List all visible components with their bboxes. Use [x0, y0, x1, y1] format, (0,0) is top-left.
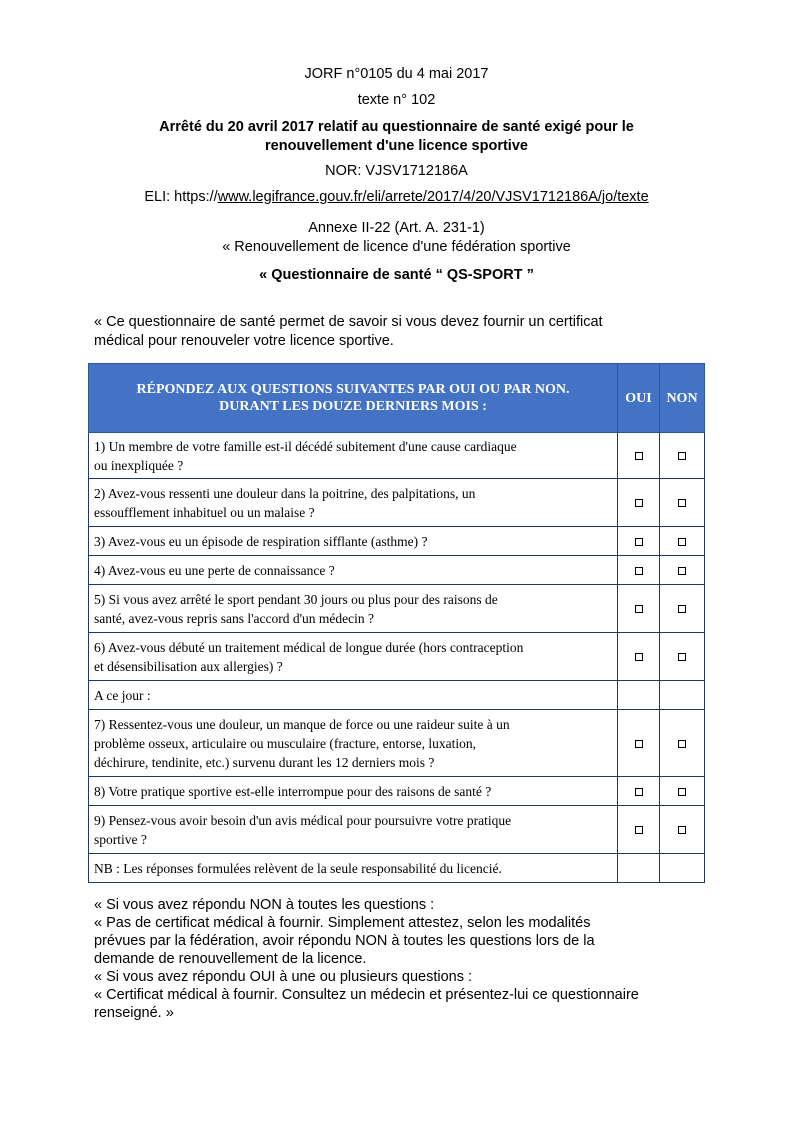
- non-checkbox[interactable]: [678, 788, 686, 796]
- oui-cell[interactable]: [618, 806, 660, 854]
- intro-paragraph: [94, 313, 724, 351]
- non-cell[interactable]: [660, 585, 705, 633]
- question-text: [89, 854, 618, 883]
- column-non: NON: [660, 364, 705, 433]
- question-row: [89, 806, 705, 854]
- question-row: [89, 710, 705, 777]
- question-line: sportive ?: [94, 831, 147, 847]
- non-cell: [660, 854, 705, 883]
- oui-cell[interactable]: [618, 633, 660, 681]
- question-text: [89, 527, 618, 556]
- question-line: NB : Les réponses formulées relèvent de la seule responsabilité du licencié.: [94, 860, 502, 876]
- oui-cell[interactable]: [618, 777, 660, 806]
- eli-reference: [0, 187, 793, 207]
- non-cell: [660, 681, 705, 710]
- header-line-1: RÉPONDEZ AUX QUESTIONS SUIVANTES PAR OUI OU PAR NON.: [136, 382, 570, 397]
- question-line: 1) Un membre de votre famille est-il décédé subitement d'une cause cardiaque: [94, 438, 517, 454]
- non-cell[interactable]: [660, 806, 705, 854]
- question-line: 2) Avez-vous ressenti une douleur dans la poitrine, des palpitations, un: [94, 485, 476, 501]
- non-cell[interactable]: [660, 777, 705, 806]
- oui-cell: [618, 681, 660, 710]
- question-text: [89, 777, 618, 806]
- question-row: [89, 777, 705, 806]
- question-text: [89, 681, 618, 710]
- oui-cell[interactable]: [618, 710, 660, 777]
- question-row: [89, 556, 705, 585]
- question-text: [89, 585, 618, 633]
- non-cell[interactable]: [660, 433, 705, 479]
- question-row: [89, 527, 705, 556]
- footer-line-6: « Certificat médical à fournir. Consultez un médecin et présentez-lui ce questionnaire: [94, 987, 639, 1003]
- question-row: [89, 479, 705, 527]
- non-cell[interactable]: [660, 633, 705, 681]
- question-line: 7) Ressentez-vous une douleur, un manque de force ou une raideur suite à un: [94, 716, 510, 732]
- oui-checkbox[interactable]: [635, 605, 643, 613]
- question-text: [89, 633, 618, 681]
- eli-link[interactable]: www.legifrance.gouv.fr/eli/arrete/2017/4/20/VJSV1712186A/jo/texte: [217, 189, 649, 205]
- question-row: [89, 633, 705, 681]
- oui-checkbox[interactable]: [635, 826, 643, 834]
- title-line-1: Arrêté du 20 avril 2017 relatif au questionnaire de santé exigé pour le: [159, 119, 634, 135]
- footer-line-5: « Si vous avez répondu OUI à une ou plusieurs questions :: [94, 969, 473, 985]
- oui-cell[interactable]: [618, 479, 660, 527]
- question-row: [89, 681, 705, 710]
- health-questionnaire-table: [88, 363, 705, 883]
- renouvellement-subtitle: « Renouvellement de licence d'une fédération sportive: [222, 239, 571, 255]
- question-row: [89, 433, 705, 479]
- non-checkbox[interactable]: [678, 605, 686, 613]
- question-row: [89, 585, 705, 633]
- non-cell[interactable]: [660, 710, 705, 777]
- oui-checkbox[interactable]: [635, 788, 643, 796]
- non-checkbox[interactable]: [678, 653, 686, 661]
- footer-line-1: « Si vous avez répondu NON à toutes les questions :: [94, 897, 435, 913]
- non-cell[interactable]: [660, 556, 705, 585]
- question-line: problème osseux, articulaire ou musculaire (fracture, entorse, luxation,: [94, 735, 476, 751]
- question-text: [89, 710, 618, 777]
- eli-prefix: ELI: https://: [144, 189, 218, 205]
- non-checkbox[interactable]: [678, 740, 686, 748]
- question-line: 6) Avez-vous débuté un traitement médical de longue durée (hors contraception: [94, 639, 524, 655]
- texte-number: texte n° 102: [357, 92, 436, 108]
- non-checkbox[interactable]: [678, 452, 686, 460]
- annexe-reference: Annexe II-22 (Art. A. 231-1): [308, 220, 485, 236]
- question-line: A ce jour :: [94, 687, 151, 703]
- nor-reference: NOR: VJSV1712186A: [325, 163, 468, 179]
- oui-cell[interactable]: [618, 556, 660, 585]
- intro-line-1: « Ce questionnaire de santé permet de savoir si vous devez fournir un certificat: [94, 314, 603, 330]
- jorf-reference: JORF n°0105 du 4 mai 2017: [304, 66, 489, 82]
- footer-line-7: renseigné. »: [94, 1005, 174, 1021]
- non-cell[interactable]: [660, 479, 705, 527]
- question-line: 3) Avez-vous eu un épisode de respiration sifflante (asthme) ?: [94, 533, 428, 549]
- title-line-2: renouvellement d'une licence sportive: [265, 138, 528, 154]
- question-line: déchirure, tendinite, etc.) survenu durant les 12 derniers mois ?: [94, 754, 435, 770]
- question-line: 4) Avez-vous eu une perte de connaissance ?: [94, 562, 335, 578]
- table-header-instructions: [89, 364, 618, 433]
- header-line-2: DURANT LES DOUZE DERNIERS MOIS :: [219, 399, 487, 414]
- question-text: [89, 433, 618, 479]
- oui-checkbox[interactable]: [635, 567, 643, 575]
- oui-checkbox[interactable]: [635, 538, 643, 546]
- footer-line-3: prévues par la fédération, avoir répondu NON à toutes les questions lors de la: [94, 933, 595, 949]
- non-checkbox[interactable]: [678, 826, 686, 834]
- question-text: [89, 479, 618, 527]
- question-line: 5) Si vous avez arrêté le sport pendant 30 jours ou plus pour des raisons de: [94, 591, 498, 607]
- oui-checkbox[interactable]: [635, 653, 643, 661]
- oui-checkbox[interactable]: [635, 499, 643, 507]
- non-cell[interactable]: [660, 527, 705, 556]
- column-oui: OUI: [618, 364, 660, 433]
- question-line: essoufflement inhabituel ou un malaise ?: [94, 504, 315, 520]
- oui-checkbox[interactable]: [635, 740, 643, 748]
- question-line: santé, avez-vous repris sans l'accord d'un médecin ?: [94, 610, 375, 626]
- footer-instructions: [94, 896, 734, 1022]
- question-line: et désensibilisation aux allergies) ?: [94, 658, 283, 674]
- question-text: [89, 556, 618, 585]
- question-line: ou inexpliquée ?: [94, 457, 184, 473]
- footer-line-4: demande de renouvellement de la licence.: [94, 951, 367, 967]
- oui-cell[interactable]: [618, 527, 660, 556]
- questionnaire-title: « Questionnaire de santé “ QS-SPORT ”: [259, 267, 534, 283]
- intro-line-2: médical pour renouveler votre licence sportive.: [94, 333, 394, 349]
- footer-line-2: « Pas de certificat médical à fournir. Simplement attestez, selon les modalités: [94, 915, 591, 931]
- question-line: 9) Pensez-vous avoir besoin d'un avis médical pour poursuivre votre pratique: [94, 812, 512, 828]
- non-checkbox[interactable]: [678, 567, 686, 575]
- question-line: 8) Votre pratique sportive est-elle interrompue pour des raisons de santé ?: [94, 783, 492, 799]
- non-checkbox[interactable]: [678, 538, 686, 546]
- oui-cell[interactable]: [618, 433, 660, 479]
- oui-cell[interactable]: [618, 585, 660, 633]
- question-row: [89, 854, 705, 883]
- question-text: [89, 806, 618, 854]
- table-header-row: [89, 364, 705, 433]
- oui-checkbox[interactable]: [635, 452, 643, 460]
- oui-cell: [618, 854, 660, 883]
- non-checkbox[interactable]: [678, 499, 686, 507]
